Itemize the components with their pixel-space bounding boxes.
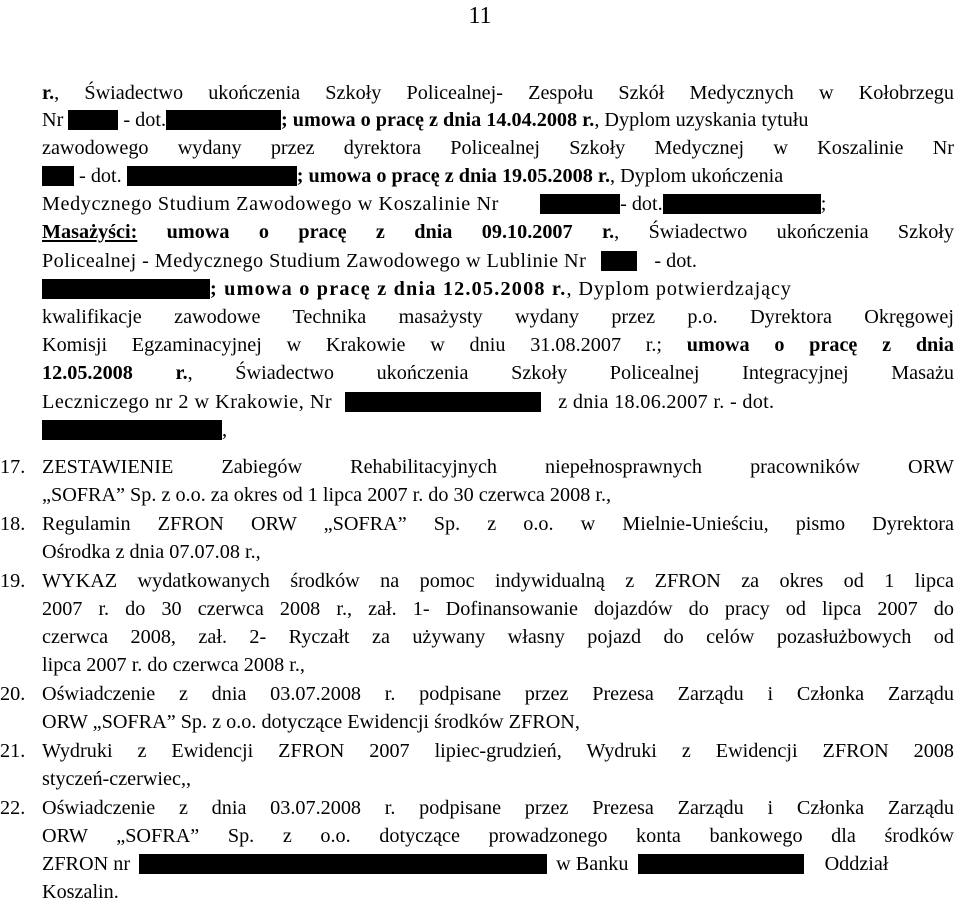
line-16-9 [42, 304, 954, 330]
redaction-box [127, 166, 297, 186]
line-16-12 [42, 389, 954, 415]
bold-text: ; umowa o pracę z dnia 14.04.2008 r. [281, 109, 595, 131]
line-16-2 [42, 107, 954, 133]
line-16-3 [42, 135, 954, 161]
list-item-text: Regulamin ZFRON ORW „SOFRA” Sp. z o.o. w Mielnie-Unieściu, pismo Dyrektora [42, 513, 954, 535]
bold-text: ; umowa o pracę z dnia 12.05.2008 r. [210, 278, 567, 300]
text: , Świadectwo ukończenia Szkoły [614, 221, 954, 243]
text: Oddział [824, 853, 889, 875]
line-16-6 [42, 219, 954, 245]
list-item-number: 18. [0, 513, 26, 535]
text: , Świadectwo ukończenia Szkoły Policealnej- Zespołu Szkół Medycznych w Kołobrzegu [54, 82, 954, 104]
redaction-box [166, 110, 281, 130]
redaction-box [638, 854, 804, 874]
text: kwalifikacje zawodowe Technika masażysty wydany przez p.o. Dyrektora Okręgowej [42, 306, 954, 328]
bold-text: r. [42, 82, 55, 104]
redaction-box [540, 194, 620, 214]
text: ZFRON nr [42, 853, 131, 875]
list-item-number: 20. [0, 683, 26, 705]
redaction-box [663, 194, 821, 214]
line-16-10 [42, 332, 954, 358]
line-16-4 [42, 163, 954, 189]
redaction-box [139, 854, 547, 874]
section-label-masazysci: Masażyści: [42, 221, 138, 243]
list-item-text: Oświadczenie z dnia 03.07.2008 r. podpisane przez Prezesa Zarządu i Członka Zarządu [42, 683, 954, 705]
bold-text: 12.05.2008 r. [42, 362, 188, 384]
line-16-13 [42, 417, 954, 443]
list-item-number: 19. [0, 570, 26, 592]
text: z dnia 18.06.2007 r. - dot. [558, 391, 775, 413]
list-item-number: 21. [0, 740, 26, 762]
list-item-number: 22. [0, 797, 26, 819]
line-16-7 [42, 248, 954, 274]
list-item-text: Koszalin. [42, 881, 119, 903]
text: , Dyplom potwierdzający [566, 278, 792, 300]
text: Nr [42, 109, 64, 131]
text: - dot. [620, 193, 663, 215]
page-number: 11 [468, 3, 492, 29]
list-item-text: Wydruki z Ewidencji ZFRON 2007 lipiec-grudzień, Wydruki z Ewidencji ZFRON 2008 [42, 740, 954, 762]
list-item-text: 2007 r. do 30 czerwca 2008 r., zał. 1- Dofinansowanie dojazdów do pracy od lipca 2007 do [42, 598, 954, 620]
text: , Dyplom ukończenia [610, 165, 784, 187]
redaction-box [345, 392, 541, 412]
text: , Dyplom uzyskania tytułu [594, 109, 809, 131]
text: zawodowego wydany przez dyrektora Policealnej Szkoły Medycznej w Koszalinie Nr [42, 137, 954, 159]
bold-text: ; umowa o pracę z dnia 19.05.2008 r. [296, 165, 610, 187]
list-item-text: Ośrodka z dnia 07.07.08 r., [42, 541, 261, 563]
bold-text: umowa o pracę z dnia [662, 334, 954, 356]
text: , [222, 419, 228, 441]
text: , Świadectwo ukończenia Szkoły Policealnej Integracyjnej Masażu [187, 362, 955, 384]
list-item-text: ORW „SOFRA” Sp. z o.o. dotyczące Ewidencji środków ZFRON, [42, 711, 580, 733]
list-item-text [42, 851, 954, 877]
line-16-11 [42, 360, 954, 386]
redaction-box [42, 166, 74, 186]
text: - dot. [79, 165, 122, 187]
list-item-text: WYKAZ wydatkowanych środków na pomoc indywidualną z ZFRON za okres od 1 lipca [42, 570, 954, 592]
bold-text: umowa o pracę z dnia 09.10.2007 r. [137, 221, 615, 243]
list-item-text: ORW „SOFRA” Sp. z o.o. dotyczące prowadzonego konta bankowego dla środków [42, 825, 954, 847]
list-item-number: 17. [0, 456, 26, 478]
text: w Banku [556, 853, 629, 875]
text: Leczniczego nr 2 w Krakowie, Nr [42, 391, 333, 413]
redaction-box [42, 279, 210, 299]
list-item-text: Oświadczenie z dnia 03.07.2008 r. podpisane przez Prezesa Zarządu i Członka Zarządu [42, 797, 954, 819]
list-item-text: styczeń-czerwiec,, [42, 768, 192, 790]
list-item-text: czerwca 2008, zał. 2- Ryczałt za używany własny pojazd do celów pozasłużbowych od [42, 626, 954, 648]
redaction-box [42, 420, 222, 440]
list-item-text: ZESTAWIENIE Zabiegów Rehabilitacyjnych niepełnosprawnych pracowników ORW [42, 456, 954, 478]
text: ; [820, 193, 827, 215]
list-item-text: „SOFRA” Sp. z o.o. za okres od 1 lipca 2007 r. do 30 czerwca 2008 r., [42, 484, 612, 506]
text: - dot. [123, 109, 167, 131]
list-item-text: lipca 2007 r. do czerwca 2008 r., [42, 654, 305, 676]
text: Medycznego Studium Zawodowego w Koszalinie Nr [42, 193, 500, 215]
line-16-8 [42, 276, 954, 302]
text: - dot. [654, 250, 697, 272]
text: Komisji Egzaminacyjnej w Krakowie w dniu 31.08.2007 r.; [42, 334, 663, 356]
redaction-box [601, 251, 637, 271]
redaction-box [68, 110, 118, 130]
line-16-1 [42, 80, 954, 106]
text: Policealnej - Medycznego Studium Zawodowego w Lublinie Nr [42, 250, 587, 272]
line-16-5 [42, 191, 954, 217]
